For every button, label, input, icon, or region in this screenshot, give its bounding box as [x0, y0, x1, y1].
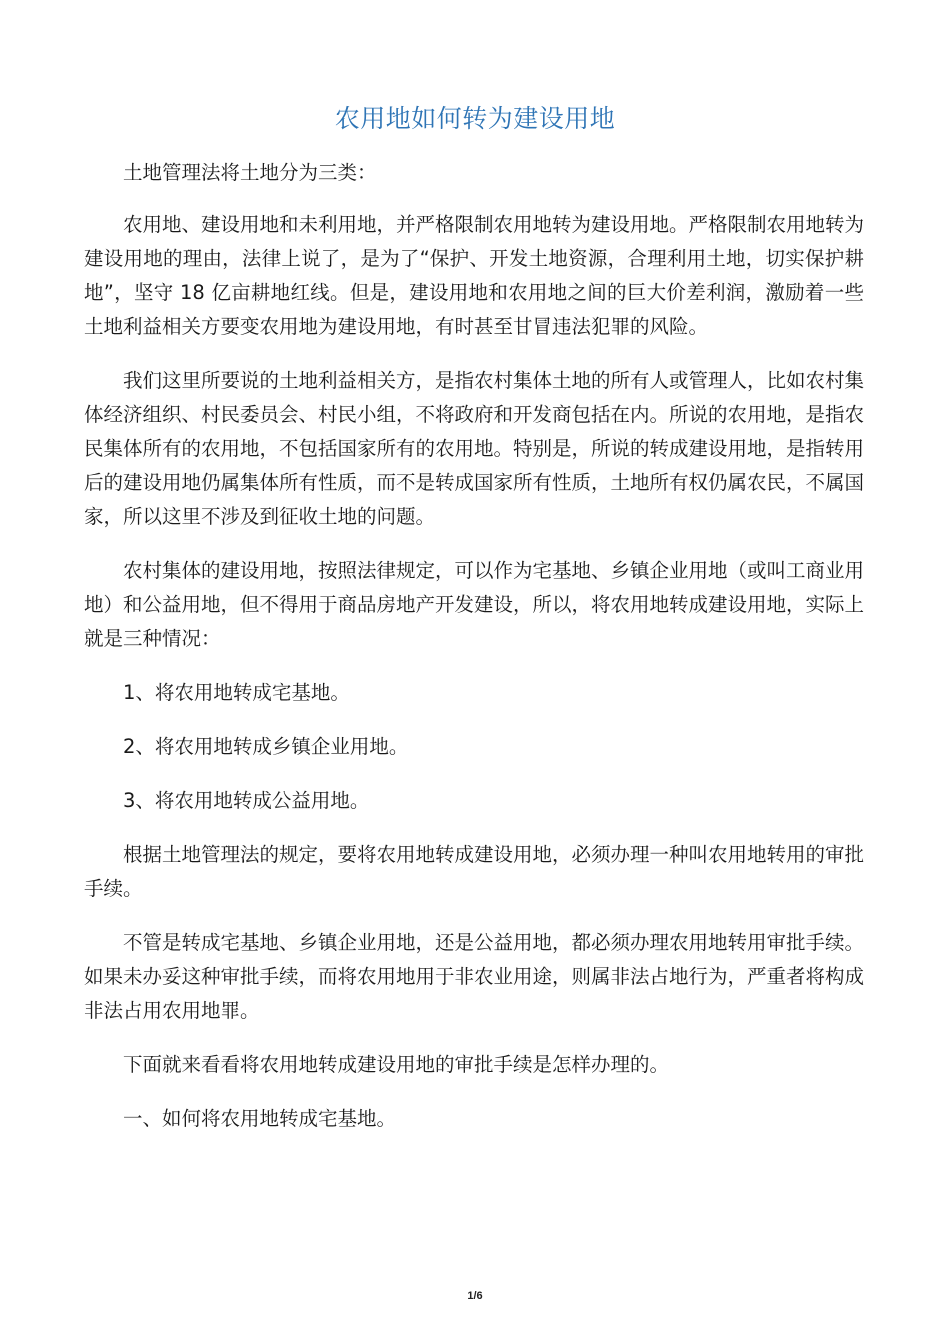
- paragraph-stakeholders: 我们这里所要说的土地利益相关方，是指农村集体土地的所有人或管理人，比如农村集体经济组织、村民委员会、村民小组，不将政府和开发商包括在内。所说的农用地，是指农民集体所有的农用地，不包括国家所有的农用地。特别是，所说的转成建设用地，是指转用后的建设用地仍属集体所有性质，而不是转成国家所有性质，土地所有权仍属农民，不属国家，所以这里不涉及到征收土地的问题。: [84, 369, 865, 528]
- paragraph-collective-construction-land: 农村集体的建设用地，按照法律规定，可以作为宅基地、乡镇企业用地（或叫工商业用地）和公益用地，但不得用于商品房地产开发建设，所以，将农用地转成建设用地，实际上就是三种情况：: [84, 559, 865, 650]
- paragraph-procedure-intro: 下面就来看看将农用地转成建设用地的审批手续是怎样办理的。: [123, 1053, 670, 1076]
- list-item-homestead: 1、将农用地转成宅基地。: [123, 681, 350, 704]
- list-item-public-welfare: 3、将农用地转成公益用地。: [123, 789, 370, 812]
- page-number: 1/6: [467, 1290, 483, 1302]
- list-item-township-enterprise: 2、将农用地转成乡镇企业用地。: [123, 735, 409, 758]
- paragraph-approval-required: 根据土地管理法的规定，要将农用地转成建设用地，必须办理一种叫农用地转用的审批手续。: [84, 843, 865, 900]
- section-heading-homestead: 一、如何将农用地转成宅基地。: [123, 1107, 397, 1130]
- document-title: 农用地如何转为建设用地: [334, 104, 616, 133]
- paragraph-intro: 土地管理法将土地分为三类：: [123, 161, 377, 184]
- paragraph-illegal-occupation: 不管是转成宅基地、乡镇企业用地，还是公益用地，都必须办理农用地转用审批手续。如果未办妥这种审批手续，而将农用地用于非农业用途，则属非法占地行为，严重者将构成非法占用农用地罪。: [84, 931, 865, 1022]
- document-body: [84, 156, 864, 1156]
- paragraph-land-types: 农用地、建设用地和未利用地，并严格限制农用地转为建设用地。严格限制农用地转为建设用地的理由，法律上说了，是为了“保护、开发土地资源，合理利用土地，切实保护耕地”，坚守 18 亿亩耕地红线。但是，建设用地和农用地之间的巨大价差利润，激励着一些土地利益相关方要变农用地为建设用地，有时甚至甘冒违法犯罪的风险。: [84, 213, 865, 338]
